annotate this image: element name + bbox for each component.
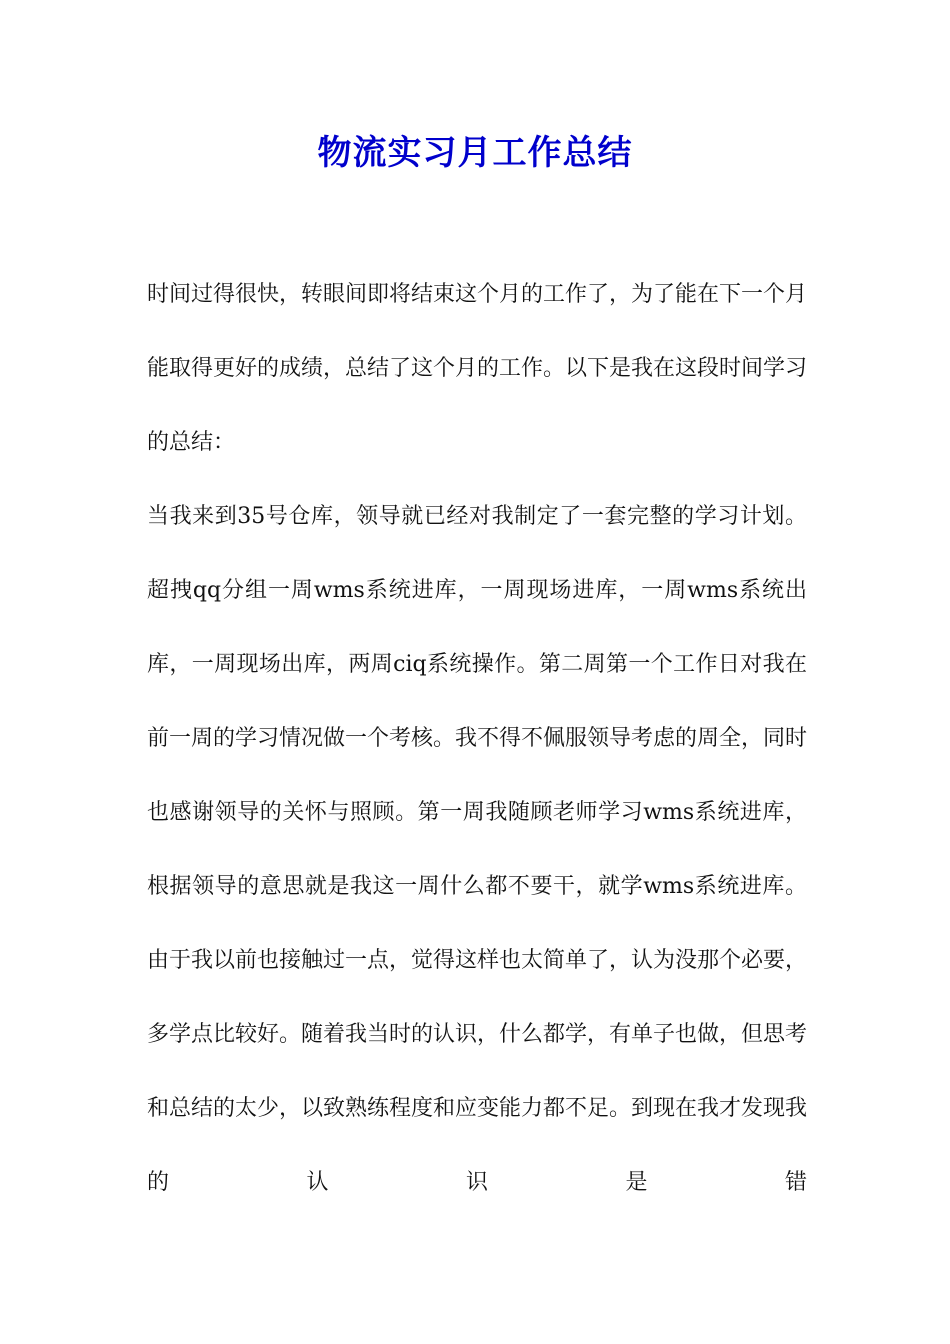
- document-body: [147, 258, 807, 1220]
- paragraph-intro: 时间过得很快，转眼间即将结束这个月的工作了，为了能在下一个月能取得更好的成绩，总结了这个月的工作。以下是我在这段时间学习的总结：: [147, 282, 808, 455]
- paragraph-main: 当我来到35号仓库，领导就已经对我制定了一套完整的学习计划。超拽qq分组一周wms系统进库，一周现场进库，一周wms系统出库，一周现场出库，两周ciq系统操作。第二周第一个工作日对我在前一周的学习情况做一个考核。我不得不佩服领导考虑的周全，同时也感谢领导的关怀与照顾。第一周我随顾老师学习wms系统进库，根据领导的意思就是我这一周什么都不要干，就学wms系统进库。由于我以前也接触过一点，觉得这样也太简单了，认为没那个必要，多学点比较好。随着我当时的认识，什么都学，有单子也做，但思考和总结的太少，以致熟练程度和应变能力都不足。到现在我才发现我的认识是错: [147, 504, 808, 1195]
- document-title: 物流实习月工作总结: [317, 133, 633, 173]
